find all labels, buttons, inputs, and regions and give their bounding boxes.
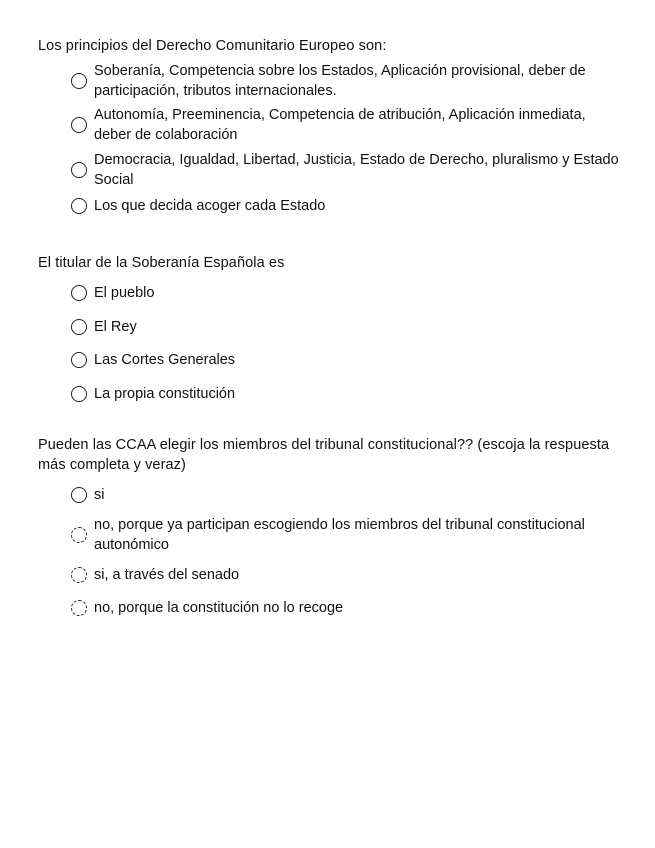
option-label: El Rey — [94, 319, 137, 335]
question-text: Los principios del Derecho Comunitario Europeo son: — [38, 38, 387, 54]
options-list — [38, 485, 628, 618]
radio-option[interactable] — [71, 485, 626, 505]
option-label: Los que decida acoger cada Estado — [94, 198, 326, 214]
radio-button[interactable] — [71, 319, 87, 335]
radio-button[interactable] — [71, 386, 87, 402]
option-label: La propia constitución — [94, 386, 236, 402]
radio-option[interactable] — [71, 598, 626, 618]
options-list — [38, 61, 628, 216]
radio-button[interactable] — [71, 487, 87, 503]
radio-option[interactable] — [71, 317, 626, 337]
radio-button[interactable] — [71, 285, 87, 301]
radio-option[interactable] — [71, 283, 626, 303]
option-label: si, a través del senado — [94, 567, 240, 583]
radio-button[interactable] — [71, 73, 87, 89]
question-1 — [38, 36, 628, 216]
radio-option[interactable] — [71, 515, 626, 555]
radio-button[interactable] — [71, 600, 87, 616]
radio-option[interactable] — [71, 105, 626, 145]
radio-button[interactable] — [71, 352, 87, 368]
radio-button[interactable] — [71, 117, 87, 133]
radio-option[interactable] — [71, 61, 626, 101]
radio-option[interactable] — [71, 384, 626, 404]
option-label: Democracia, Igualdad, Libertad, Justicia, Estado de Derecho, pluralismo y Estado Social — [94, 152, 619, 188]
question-text: Pueden las CCAA elegir los miembros del tribunal constitucional?? (escoja la respuesta más completa y veraz) — [38, 437, 610, 473]
radio-button[interactable] — [71, 527, 87, 543]
option-label: no, porque la constitución no lo recoge — [94, 600, 344, 616]
radio-option[interactable] — [71, 150, 626, 190]
options-list — [38, 283, 628, 404]
question-3 — [38, 435, 628, 618]
option-label: Soberanía, Competencia sobre los Estados, Aplicación provisional, deber de participación, tributos internacionales. — [94, 63, 586, 99]
option-label: Autonomía, Preeminencia, Competencia de atribución, Aplicación inmediata, deber de colaboración — [94, 107, 586, 143]
radio-button[interactable] — [71, 567, 87, 583]
radio-option[interactable] — [71, 350, 626, 370]
option-label: si — [94, 487, 105, 503]
option-label: El pueblo — [94, 285, 155, 301]
radio-option[interactable] — [71, 196, 626, 216]
question-2 — [38, 253, 628, 404]
radio-option[interactable] — [71, 565, 626, 585]
option-label: no, porque ya participan escogiendo los miembros del tribunal constitucional autonómico — [94, 517, 585, 553]
radio-button[interactable] — [71, 198, 87, 214]
question-text: El titular de la Soberanía Española es — [38, 255, 285, 271]
option-label: Las Cortes Generales — [94, 352, 236, 368]
radio-button[interactable] — [71, 162, 87, 178]
